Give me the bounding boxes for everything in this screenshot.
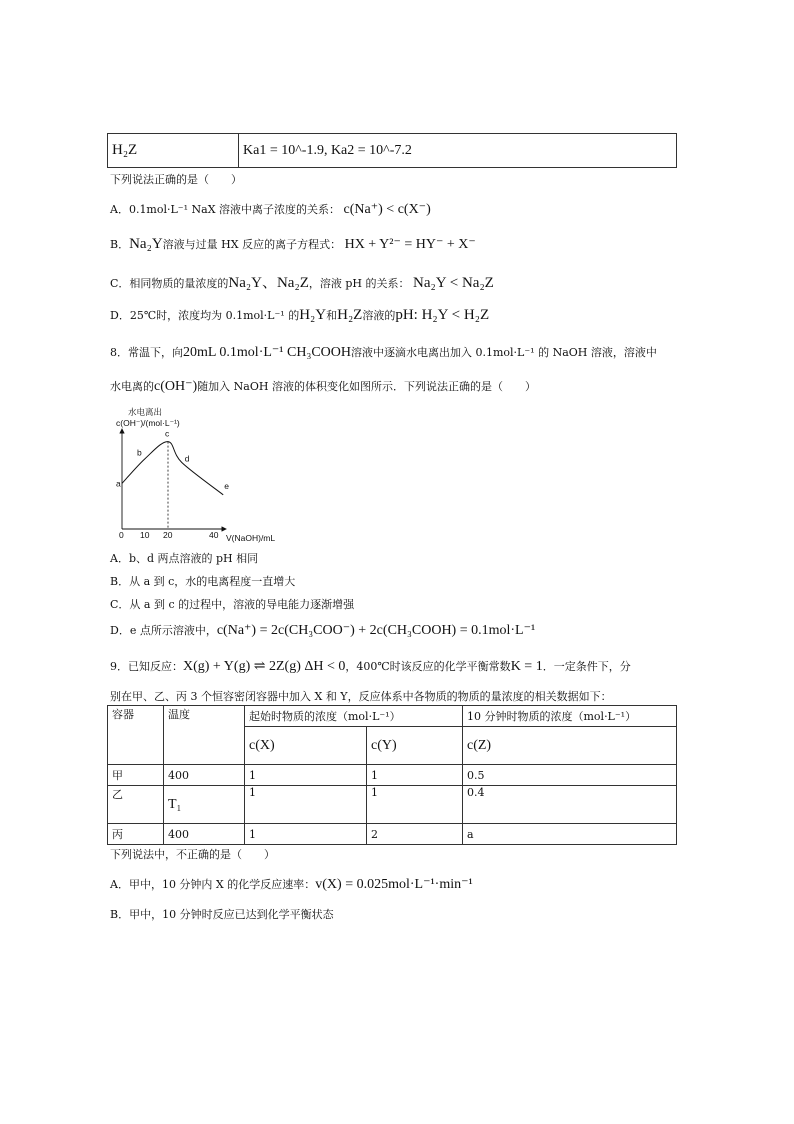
q9-stem-1m: X(g) + Y(g) ⇌ 2Z(g) ΔH < 0 <box>183 659 346 674</box>
h-cz-text: c(Z) <box>467 737 492 753</box>
q8-option-d <box>110 622 535 639</box>
q8-stem-2m: c(OH⁻) <box>154 379 198 394</box>
q7-d-math3: pH: H₂Y < H₂Z <box>395 307 490 323</box>
y-label-2: c(OH⁻)/(mol·L⁻¹) <box>116 418 180 428</box>
h-temp: 温度 <box>164 706 245 765</box>
acid-formula: H₂Z <box>112 142 138 158</box>
row-name: 乙 <box>108 786 164 824</box>
q8-stem-1m: 20mL 0.1mol·L⁻¹ CH₃COOH <box>183 345 351 360</box>
row-name: 丙 <box>108 824 164 845</box>
x-label: V(NaOH)/mL <box>226 533 276 543</box>
q9-stem-line1 <box>110 658 631 675</box>
q7-c-text: C．相同物质的量浓度的 <box>110 277 229 290</box>
q9-a-text: A．甲中，10 分钟内 X 的化学反应速率： <box>110 878 316 891</box>
y-label-1: 水电离出 <box>128 407 163 417</box>
q8-stem-1a: 8．常温下，向 <box>110 346 183 359</box>
q8-option-a: A．b、d 两点溶液的 pH 相同 <box>110 552 259 565</box>
row-cz: 0.5 <box>463 765 677 786</box>
q8-graph <box>108 404 278 546</box>
q7-b-lead: B． <box>110 238 130 251</box>
q8-stem-line2 <box>110 378 536 395</box>
point-label-c: c <box>165 428 170 439</box>
row-cy: 1 <box>367 786 463 824</box>
h-after: 10 分钟时物质的浓度（mol·L⁻¹） <box>463 706 677 727</box>
q8-stem-1b: 溶液中逐滴水电离出加入 0.1mol·L⁻¹ 的 NaOH 溶液，溶液中 <box>351 346 657 359</box>
row-temp: 400 <box>164 824 245 845</box>
point-label-d: d <box>184 453 190 464</box>
h-container: 容器 <box>108 706 164 765</box>
h-cz <box>463 727 677 765</box>
q7-b-math1: Na₂Y <box>129 236 163 252</box>
x-tick-label: 20 <box>163 530 173 540</box>
row-cz: a <box>463 824 677 845</box>
q9-option-b: B．甲中，10 分钟时反应已达到化学平衡状态 <box>110 908 334 921</box>
q7-b-math2: HX + Y²⁻ = HY⁻ + X⁻ <box>344 237 476 252</box>
table-row <box>108 786 677 824</box>
ka-values: Ka1 = 10^-1.9, Ka2 = 10^-7.2 <box>243 142 412 158</box>
q7-stem: 下列说法正确的是（ ） <box>110 173 242 186</box>
h-initial: 起始时物质的浓度（mol·L⁻¹） <box>245 706 463 727</box>
q7-a-math: c(Na⁺) < c(X⁻) <box>343 202 431 217</box>
q7-d-math2: H₂Z <box>337 307 363 323</box>
table-row <box>108 765 677 786</box>
q8-option-b: B．从 a 到 c，水的电离程度一直增大 <box>110 575 296 588</box>
row-temp-text: T₁ <box>168 796 182 812</box>
q8-stem-2b: 随加入 NaOH 溶液的体积变化如图所示．下列说法正确的是（ ） <box>197 380 536 393</box>
q9-table <box>107 705 677 845</box>
row-name: 甲 <box>108 765 164 786</box>
row-temp: 400 <box>164 765 245 786</box>
q7-a-text: A．0.1mol·L⁻¹ NaX 溶液中离子浓度的关系： <box>110 203 341 216</box>
q8-option-c: C．从 a 到 c 的过程中，溶液的导电能力逐渐增强 <box>110 598 355 611</box>
q7-option-a <box>110 201 431 218</box>
q9-stem-1c: ．一定条件下，分 <box>542 660 631 673</box>
q9-stem-line2: 别在甲、乙、丙 3 个恒容密闭容器中加入 X 和 Y，反应体系中各物质的物质的量浓度的相关数据如下： <box>110 690 612 703</box>
point-label-e: e <box>224 480 229 491</box>
q9-option-a <box>110 876 473 893</box>
q8-d-math: c(Na⁺) = 2c(CH₃COO⁻) + 2c(CH₃COOH) = 0.1mol·L⁻¹ <box>216 623 536 638</box>
row-cy: 2 <box>367 824 463 845</box>
row-cx: 1 <box>245 786 367 824</box>
q7-d-text2: 和 <box>326 309 338 322</box>
q8-d-text: D．e 点所示溶液中， <box>110 624 217 637</box>
table-row <box>108 824 677 845</box>
q7-c-math1: Na₂Y、Na₂Z <box>228 275 309 291</box>
q7-d-math1: H₂Y <box>299 307 327 323</box>
q7-d-text: D．25℃时，浓度均为 0.1mol·L⁻¹ 的 <box>110 309 300 322</box>
q8-stem-line1 <box>110 344 657 361</box>
x-tick-label: 10 <box>140 530 150 540</box>
h-cx <box>245 727 367 765</box>
h-cx-text: c(X) <box>249 737 275 753</box>
q9-stem-1m2: K = 1 <box>510 659 543 674</box>
x-tick-label: 0 <box>119 530 124 540</box>
ka-table <box>107 133 677 168</box>
q7-option-d <box>110 307 489 324</box>
constants-cell <box>239 134 677 168</box>
x-tick-label: 40 <box>209 530 219 540</box>
h-cy-text: c(Y) <box>371 737 397 753</box>
row-cx: 1 <box>245 824 367 845</box>
q7-option-b <box>110 236 476 253</box>
acid-cell <box>108 134 239 168</box>
q7-option-c <box>110 271 494 292</box>
h-cy <box>367 727 463 765</box>
q7-d-text3: 溶液的 <box>362 309 396 322</box>
row-cz: 0.4 <box>463 786 677 824</box>
q9-stem-after: 下列说法中，不正确的是（ ） <box>110 848 275 861</box>
q7-c-math2: Na₂Y < Na₂Z <box>413 275 494 291</box>
q9-a-math: v(X) = 0.025mol·L⁻¹·min⁻¹ <box>315 877 473 892</box>
q7-b-text: 溶液与过量 HX 反应的离子方程式： <box>162 238 342 251</box>
point-label-b: b <box>137 447 142 458</box>
q9-stem-1b: ，400℃时该反应的化学平衡常数 <box>345 660 511 673</box>
q9-stem-1a: 9．已知反应： <box>110 660 183 673</box>
row-cy: 1 <box>367 765 463 786</box>
row-cx: 1 <box>245 765 367 786</box>
q8-stem-2a: 水电离的 <box>110 380 154 393</box>
point-label-a: a <box>116 478 121 489</box>
row-temp <box>164 786 245 824</box>
q7-c-text2: ，溶液 pH 的关系： <box>308 277 410 290</box>
